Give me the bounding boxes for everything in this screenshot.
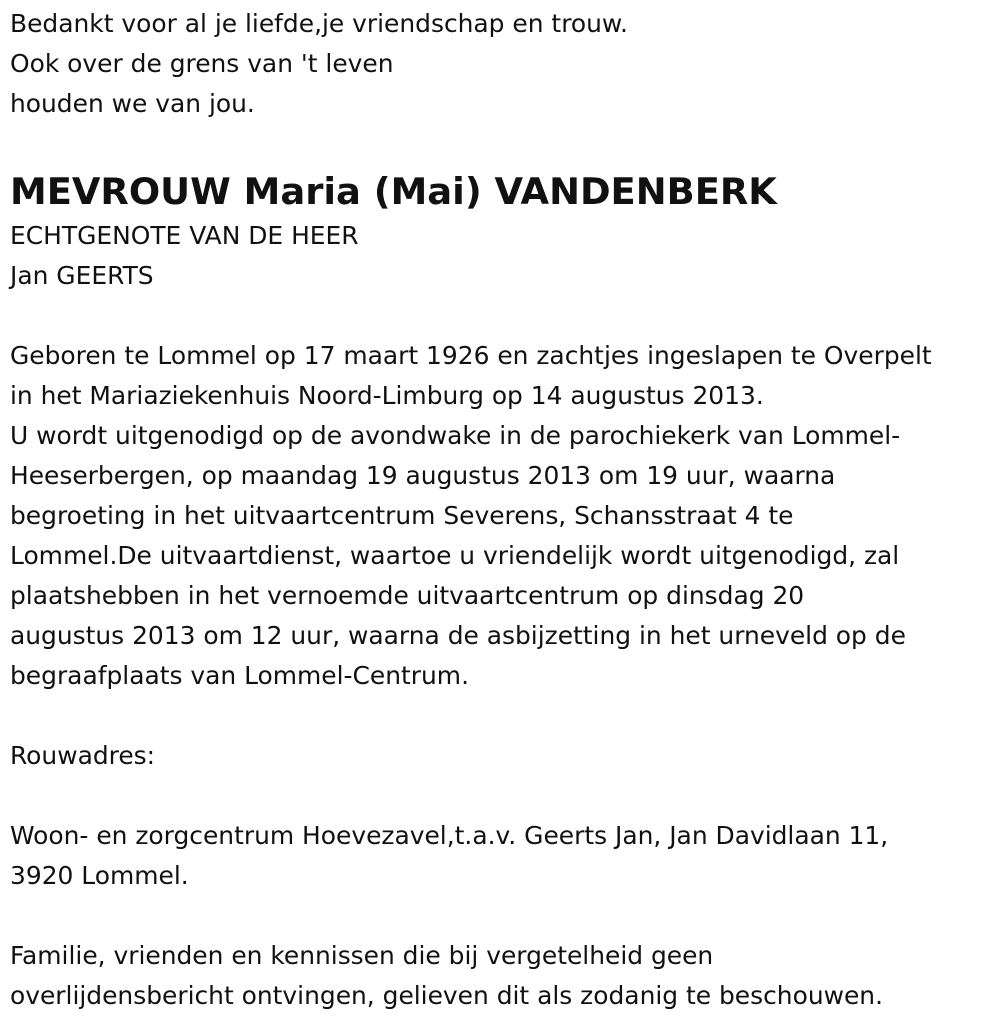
address-line: Woon- en zorgcentrum Hoevezavel,t.a.v. Geerts Jan, Jan Davidlaan 11,: [10, 821, 889, 850]
spacer: [10, 896, 995, 936]
closing-section: [10, 936, 995, 1016]
mourning-address-section: [10, 816, 995, 896]
poem-line: houden we van jou.: [10, 89, 255, 118]
poem-section: [10, 4, 995, 124]
announcement-line: in het Mariaziekenhuis Noord-Limburg op 14 augustus 2013.: [10, 381, 764, 410]
announcement-line: augustus 2013 om 12 uur, waarna de asbijzetting in het urneveld op de: [10, 621, 906, 650]
mourning-address-label: Rouwadres:: [10, 741, 156, 770]
relation-line: ECHTGENOTE VAN DE HEER: [10, 221, 359, 250]
relation-section: [10, 216, 995, 296]
spacer: [10, 776, 995, 816]
announcement-line: begraafplaats van Lommel-Centrum.: [10, 661, 469, 690]
address-line: 3920 Lommel.: [10, 861, 189, 890]
announcement-line: begroeting in het uitvaartcentrum Severens, Schansstraat 4 te: [10, 501, 794, 530]
deceased-name: MEVROUW Maria (Mai) VANDENBERK: [10, 170, 777, 213]
closing-line: overlijdensbericht ontvingen, gelieven dit als zodanig te beschouwen.: [10, 981, 884, 1010]
spacer: [10, 696, 995, 736]
announcement-line: plaatshebben in het vernoemde uitvaartcentrum op dinsdag 20: [10, 581, 805, 610]
poem-line: Bedankt voor al je liefde,je vriendschap en trouw.: [10, 9, 628, 38]
announcement-line: Geboren te Lommel op 17 maart 1926 en zachtjes ingeslapen te Overpelt: [10, 341, 932, 370]
announcement-line: U wordt uitgenodigd op de avondwake in de parochiekerk van Lommel-: [10, 421, 901, 450]
announcement-line: Heeserbergen, op maandag 19 augustus 2013 om 19 uur, waarna: [10, 461, 836, 490]
poem-line: Ook over de grens van 't leven: [10, 49, 394, 78]
announcement-section: [10, 336, 995, 696]
announcement-line: Lommel.De uitvaartdienst, waartoe u vriendelijk wordt uitgenodigd, zal: [10, 541, 900, 570]
closing-line: Familie, vrienden en kennissen die bij vergetelheid geen: [10, 941, 714, 970]
spouse-name: Jan GEERTS: [10, 261, 154, 290]
obituary-document: [10, 4, 995, 1016]
spacer: [10, 296, 995, 336]
